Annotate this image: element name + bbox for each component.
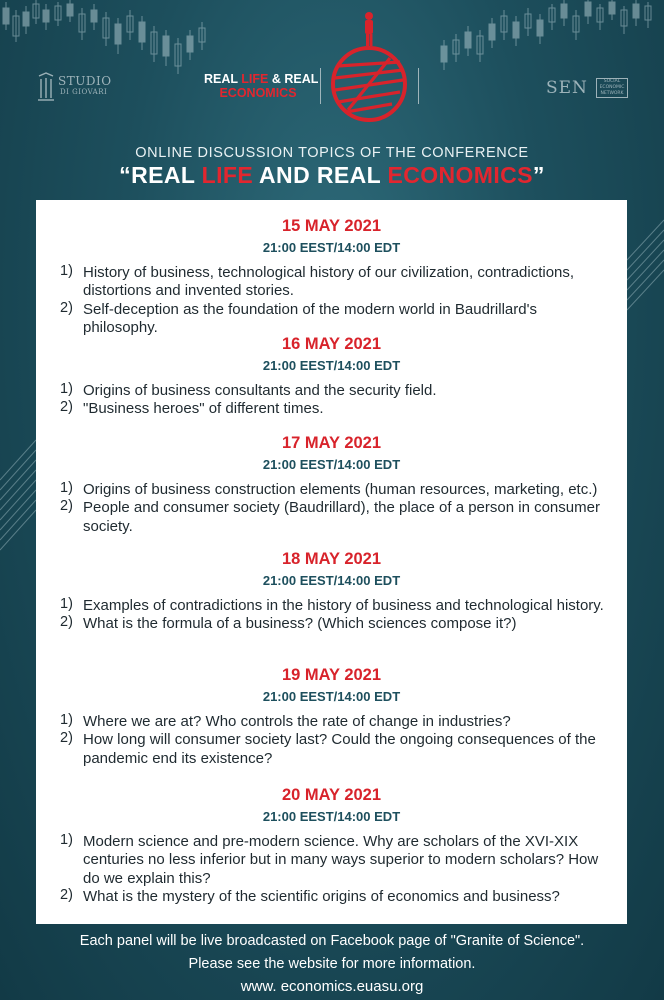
topic-text: History of business, technological history of our civilization, contradictions, distortions and invented stories.: [83, 264, 575, 300]
day-block-17-may: [36, 433, 627, 536]
brand-line-2: ECONOMICS: [219, 86, 297, 100]
brand-line-1: REAL LIFE & REAL: [204, 72, 319, 86]
pillar-icon: [36, 72, 56, 102]
topic-text: What is the mystery of the scientific origins of economics and business?: [83, 888, 560, 906]
day-time: 21:00 EEST/14:00 EDT: [262, 689, 401, 704]
topic-item: [36, 713, 627, 731]
day-time: 21:00 EEST/14:00 EDT: [262, 240, 401, 255]
conference-subtitle: ONLINE DISCUSSION TOPICS OF THE CONFERENCE: [135, 145, 529, 161]
sen-logo-box: SOCIAL ECONOMIC NETWORK: [596, 78, 628, 98]
day-date: 19 MAY 2021: [281, 666, 382, 684]
topic-item: [36, 382, 627, 400]
topic-text: Origins of business construction elements (human resources, marketing, etc.): [83, 481, 598, 498]
conference-brand: [204, 72, 319, 100]
day-date: 15 MAY 2021: [281, 217, 382, 235]
topic-item: [36, 499, 627, 536]
topic-item: [36, 833, 627, 888]
topic-text: Modern science and pre-modern science. Why are scholars of the XVI-XIX centuries no less inferior but in many ways superior to modern scholars? How do we explain this?: [83, 833, 599, 887]
schedule-panel: [36, 200, 627, 924]
topic-number: 2): [60, 887, 73, 904]
sen-logo-text: SEN: [546, 78, 588, 98]
studio-logo-subtext: DI GIOVARI: [60, 88, 108, 96]
topic-text: People and consumer society (Baudrillard), the place of a person in consumer society.: [83, 499, 600, 535]
topic-text: What is the formula of a business? (Which sciences compose it?): [83, 615, 517, 633]
topic-list: [36, 382, 627, 419]
topic-number: 2): [60, 730, 73, 747]
day-time: 21:00 EEST/14:00 EDT: [262, 573, 401, 588]
topic-item: [36, 888, 627, 906]
topic-item: [36, 615, 627, 633]
studio-logo-text: STUDIO: [58, 74, 112, 88]
conference-title: “REAL LIFE AND REAL ECONOMICS”: [119, 162, 545, 188]
day-block-19-may: [36, 665, 627, 768]
topic-item: [36, 481, 627, 499]
topic-number: 1): [60, 596, 73, 612]
sen-logo: [546, 78, 625, 98]
topic-number: 1): [60, 480, 73, 496]
candlestick-decoration-right: [434, 0, 664, 75]
topic-item: [36, 731, 627, 768]
topic-item: [36, 597, 627, 615]
topic-number: 1): [60, 263, 73, 279]
topic-list: [36, 597, 627, 634]
day-time: 21:00 EEST/14:00 EDT: [262, 358, 401, 373]
topic-list: [36, 833, 627, 907]
header-divider-right: [418, 68, 419, 104]
topic-item: [36, 400, 627, 418]
footer-website-note: Please see the website for more information.: [188, 956, 476, 972]
topic-text: "Business heroes" of different times.: [83, 400, 324, 418]
topic-number: 1): [60, 832, 73, 848]
topic-text: Origins of business consultants and the security field.: [83, 382, 437, 399]
diagonal-lines-decoration-right: [627, 200, 664, 500]
day-time: 21:00 EEST/14:00 EDT: [262, 809, 401, 824]
topic-text: Self-deception as the foundation of the modern world in Baudrillard's philosophy.: [83, 300, 537, 337]
footer-website-link[interactable]: www. economics.euasu.org: [240, 978, 424, 995]
diagonal-lines-decoration-left: [0, 360, 36, 660]
day-date: 16 MAY 2021: [281, 335, 382, 353]
topic-number: 2): [60, 614, 73, 631]
day-block-20-may: [36, 785, 627, 907]
day-time: 21:00 EEST/14:00 EDT: [262, 457, 401, 472]
topic-list: [36, 264, 627, 338]
topic-number: 1): [60, 712, 73, 728]
footer-broadcast-note: Each panel will be live broadcasted on Facebook page of "Granite of Science".: [79, 933, 585, 949]
day-date: 20 MAY 2021: [281, 786, 382, 804]
topic-item: [36, 264, 627, 301]
topic-list: [36, 481, 627, 536]
day-block-16-may: [36, 334, 627, 419]
globe-figure-logo: [328, 10, 410, 130]
topic-text: Where we are at? Who controls the rate of change in industries?: [83, 713, 511, 730]
day-block-15-may: [36, 216, 627, 338]
day-date: 18 MAY 2021: [281, 550, 382, 568]
topic-text: How long will consumer society last? Could the ongoing consequences of the pandemic end its existence?: [83, 731, 596, 767]
topic-number: 1): [60, 381, 73, 397]
topic-number: 2): [60, 299, 73, 316]
topic-number: 2): [60, 399, 73, 416]
topic-number: 2): [60, 498, 73, 515]
day-date: 17 MAY 2021: [281, 434, 382, 452]
day-block-18-may: [36, 549, 627, 634]
topic-list: [36, 713, 627, 768]
topic-item: [36, 301, 627, 338]
candlestick-decoration-left: [0, 0, 230, 75]
topic-text: Examples of contradictions in the history of business and technological history.: [83, 597, 604, 614]
header-divider-left: [320, 68, 321, 104]
